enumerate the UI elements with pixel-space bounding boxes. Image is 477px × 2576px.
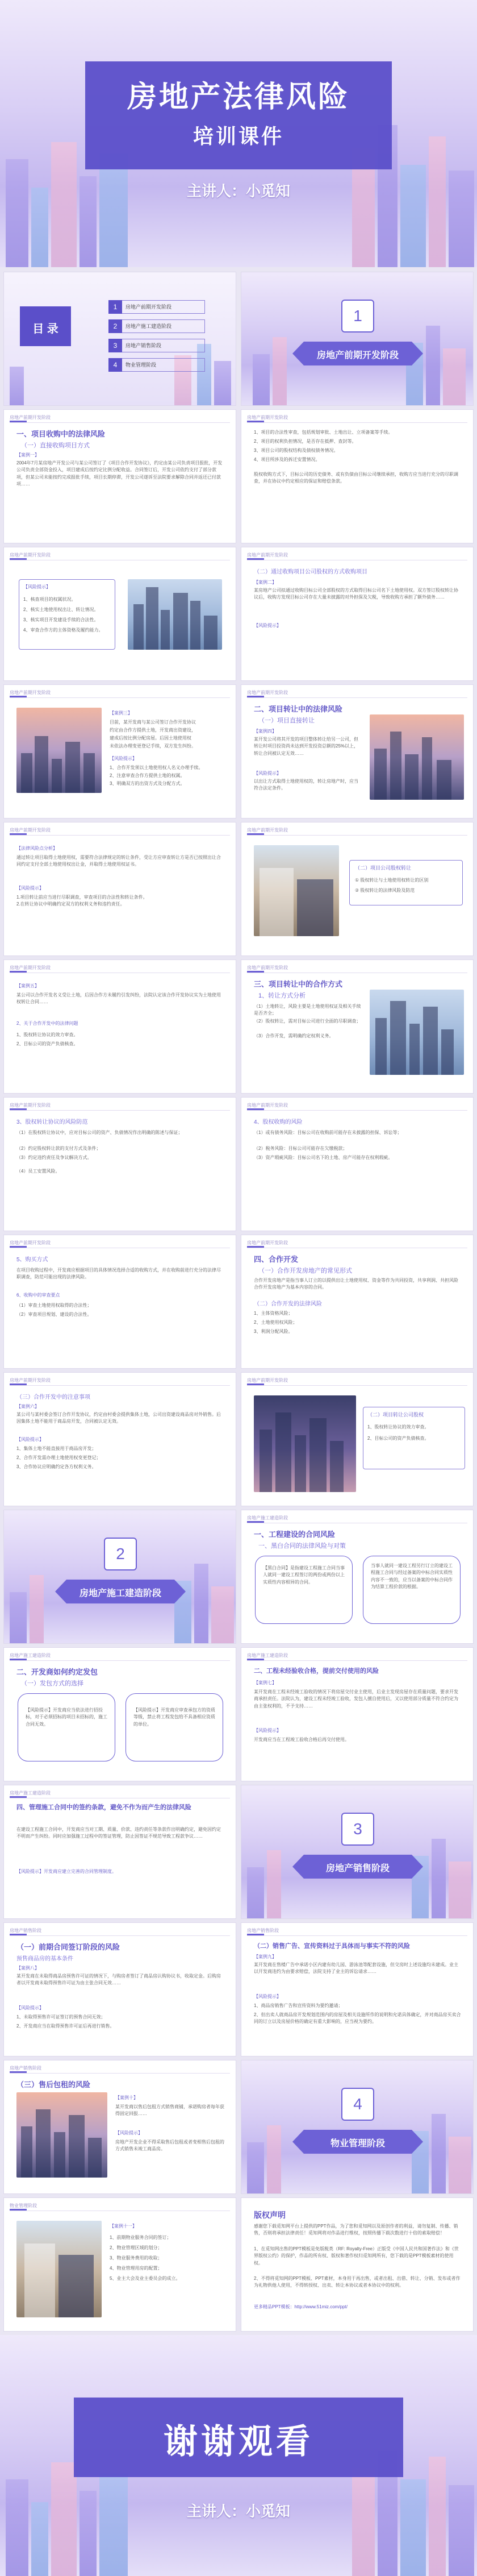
- case-label: 【案例十】: [115, 2095, 138, 2100]
- list-item: （3）合作开发，需明确约定权利义务。: [254, 1033, 334, 1038]
- slide-header: 房地产施工建造阶段: [10, 1653, 51, 1658]
- slide-header: 房地产施工建造阶段: [247, 1515, 288, 1520]
- building-photo: [254, 845, 339, 936]
- risk-item: 1、集体土地不能直接用于商品房开发；: [16, 1446, 97, 1451]
- list-item: 3、项目公司的股权结构及债权债务情况。: [254, 448, 338, 453]
- risk-item: 1、商品房销售广告和宣传资料为要约邀请；: [254, 2003, 343, 2008]
- list-item: （1）在股权转让协议中，应对目标公司的资产、负债情况作出明确的陈述与保证；: [16, 1130, 183, 1135]
- subsection-heading: （一）发包方式的选择: [21, 1680, 83, 1687]
- case-text: 某开发公司将其开发的项目整体转让给另一公司，但转让时项目投资尚未达到开发投资总额的25%以上，转让合同被认定无效……: [254, 737, 359, 756]
- building-photo: [16, 2221, 102, 2317]
- content-slide: [241, 1510, 474, 1644]
- body-paragraph: 在建设工程施工合同中，开发商应当对工期、质量、价款、违约责任等条款作出明确约定，避免因约定不明而产生纠纷。同时应加强施工过程中的签证管理，防止因签证不规范导致工程款争议……: [16, 1827, 221, 1839]
- case-label: 【案例二】: [254, 580, 277, 585]
- case-label: 【案例八】: [16, 1966, 39, 1971]
- list-item: 2、项目的权利负担情况，是否存在抵押、查封等。: [254, 439, 357, 444]
- list-item: 5、业主大会及业主委员会的成立。: [110, 2276, 181, 2281]
- end-title: 谢谢观看: [164, 2423, 313, 2461]
- section-title: 物业管理阶段: [330, 2139, 385, 2149]
- content-slide: [3, 409, 236, 543]
- subsection-heading: （一）直接收购项目方式: [21, 442, 90, 449]
- list-item: （1）审查土地使用权取得的合法性；: [16, 1303, 92, 1308]
- case-label: 【案例六】: [16, 1404, 39, 1409]
- risk-item: 3、明确双方的出资方式及分配方式。: [110, 781, 185, 786]
- copyright-slide: [241, 2197, 474, 2332]
- risk-item: 1、未取得预售许可证签订的预售合同无效；: [16, 2014, 106, 2020]
- list-item: （1）或有债务风险：目标公司在收购前可能存在未披露的担保、诉讼等；: [254, 1130, 402, 1135]
- bubble-text: 【黑白合同】是指建设工程施工合同当事人就同一建设工程签订的两份或两份以上实质性内容相异的合同。: [263, 1565, 345, 1585]
- cover-subtitle: 培训课件: [193, 124, 284, 148]
- section-title: 房地产施工建造阶段: [79, 1589, 161, 1598]
- content-slide: [3, 1372, 236, 1506]
- risk-label: 【风险提示】: [16, 2005, 44, 2010]
- note-text: （4）员工安置风险。: [16, 1169, 60, 1174]
- cover-title: 房地产法律风险: [127, 81, 350, 114]
- risk-text: 开发商应当在工程竣工验收合格后再交付使用。: [254, 1737, 349, 1742]
- toc-slide: [3, 272, 236, 406]
- toc-item-text: 物业管理阶段: [122, 358, 205, 372]
- slide-header: 房地产前期开发阶段: [10, 690, 51, 695]
- content-slide: [3, 2060, 236, 2194]
- body-paragraph: 合作开发房地产是指当事人订立的以提供出让土地使用权、资金等作为共同投资，共享利润、共担风险合作开发房地产为基本内容的合同。: [254, 1278, 458, 1290]
- case-line: 目前，某开发商与某公司签订合作开发协议: [110, 720, 196, 725]
- risk-item: 3、核实项目开发建设手续的合法性。: [23, 617, 99, 622]
- section-heading: （三）售后包租的风险: [16, 2080, 91, 2089]
- section-heading: 四、合作开发: [254, 1255, 299, 1264]
- list-item: 1、前期物业服务合同的签订；: [110, 2235, 171, 2240]
- content-slide: [3, 1647, 236, 1781]
- risk-item: 2、开发商应当在取得预售许可证后再进行销售。: [16, 2024, 115, 2029]
- case-text: 某开发商在工程未经竣工验收的情况下将房屋交付业主使用，后业主发现房屋存在质量问题，要求开发商承担责任。法院认为，建设工程未经竣工验收，发包人擅自使用后，又以使用部分质量不符合约定为由主张权利的，不予支持……: [254, 1689, 458, 1709]
- content-slide: [241, 1097, 474, 1231]
- slide-header: 房地产前期开发阶段: [10, 1240, 51, 1245]
- slide-header: 房地产前期开发阶段: [247, 552, 288, 558]
- list-item: （3）资产瑕疵风险：目标公司名下的土地、房产可能存在权利瑕疵。: [254, 1155, 393, 1160]
- slide-header: 房地产前期开发阶段: [247, 828, 288, 833]
- slide-header: 房地产施工建造阶段: [10, 1790, 51, 1796]
- box-item: 1、股权转让协议的效力审查。: [367, 1424, 429, 1430]
- case-label: 【案例三】: [110, 711, 132, 716]
- toc-items: [108, 297, 205, 375]
- risk-item: 2、但出卖人就商品房开发规划范围内的房屋及相关设施所作的说明和允诺具体确定，并对商品房买卖合同的订立以及房屋价格的确定有重大影响的，应当视为要约。: [254, 2012, 461, 2025]
- case-text: 某开发商在售楼广告中承诺小区内建有幼儿园、游泳池等配套设施，但交房时上述设施均未建成。业主以开发商违约为由要求赔偿，法院支持了业主的诉讼请求……: [254, 1962, 458, 1975]
- city-photo: [370, 990, 464, 1075]
- list-item: （2）股权转让，需对目标公司进行全面的尽职调查；: [254, 1019, 361, 1024]
- list-item: 2、物业管理区域的划分；: [110, 2245, 162, 2250]
- risk-label: 【风险提示】: [254, 623, 281, 628]
- end-presenter: 主讲人：小觅知: [186, 2503, 290, 2520]
- toc-item-num: 2: [108, 319, 122, 333]
- section-heading: 四、管理施工合同中的签约条款，避免不作为而产生的法律风险: [16, 1804, 191, 1811]
- section-heading: 二、项目转让中的法律风险: [254, 705, 343, 713]
- content-slide: [241, 959, 474, 1094]
- risk-item: 3、合作协议应明确约定各方权利义务。: [16, 1464, 97, 1469]
- template-link[interactable]: 更多精品PPT模板：http://www.51miz.com/ppt/: [254, 2304, 348, 2309]
- slide-header: 房地产前期开发阶段: [10, 828, 51, 833]
- risk-item: 4、审查合作方的主体资格及履约能力。: [23, 628, 103, 633]
- city-photo: [16, 708, 102, 793]
- content-slide: [3, 547, 236, 681]
- slide-header: 房地产销售阶段: [10, 1928, 41, 1933]
- subsection-heading: （一）项目直接转让: [258, 717, 315, 724]
- risk-label: 【风险提示】: [115, 2130, 143, 2135]
- box-title: （二）项目公司股权转让: [355, 865, 412, 871]
- slide-header: 房地产销售阶段: [10, 2066, 41, 2071]
- content-slide: [241, 547, 474, 681]
- copyright-title: 版权声明: [254, 2211, 286, 2220]
- case-text: 某开发商在未取得商品房预售许可证的情况下，与购房者签订了商品房认购协议书，收取定金。后购房者以开发商未取得预售许可证为由主张合同无效……: [16, 1973, 221, 1986]
- note-text: 2、关于合作开发中的法律问题: [16, 1021, 78, 1026]
- section-heading: 一、项目收购中的法律风险: [16, 430, 106, 438]
- city-photo: [254, 1395, 356, 1492]
- bubble-text: 当事人就同一建设工程另行订立的建设工程施工合同与经过备案的中标合同实质性内容不一致的，应当以备案的中标合同作为结算工程价款的根据。: [371, 1563, 453, 1590]
- slide-header: 房地产施工建造阶段: [247, 1653, 288, 1658]
- box-item: ① 股权转让与土地使用权转让的区别: [355, 878, 429, 883]
- list-item: 6、收购中的审查要点: [16, 1293, 60, 1298]
- box-item: 2、目标公司的资产负债核查。: [367, 1436, 429, 1441]
- risk-text: 股权收购方式下，目标公司的历史债务、或有负债由目标公司继续承担，收购方应当进行充分的尽职调查，并在协议中约定相应的保证和赔偿条款。: [254, 472, 458, 484]
- slide-header: 物业管理阶段: [10, 2203, 37, 2208]
- bubble-text: 【风险提示】开发商应当依法进行招投标，对于必须招标的项目未招标的，施工合同无效。: [26, 1707, 107, 1727]
- list-item: 4、项目所涉及的拆迁安置情况。: [254, 457, 320, 462]
- case-label: 【案例七】: [254, 1680, 277, 1685]
- case-line: 建成后按比例分配房屋。后因土地使用权: [110, 736, 191, 741]
- risk-label: 【风险提示】: [23, 584, 51, 589]
- case-label: 【法律风险点分析】: [16, 846, 57, 851]
- list-item: （2）审查项目规划、建设的合法性。: [16, 1312, 92, 1317]
- section-2-slide: [3, 1510, 236, 1644]
- risk-label: 【风险提示】: [16, 886, 44, 891]
- subsection-heading: （一）合作开发房地产的常见形式: [258, 1268, 352, 1274]
- content-slide: [3, 1097, 236, 1231]
- case-line: 约定由合作方提供土地，开发商出资建设，: [110, 728, 196, 733]
- toc-label: 目 录: [32, 323, 58, 335]
- content-slide: [241, 1372, 474, 1506]
- case-text: 2004年7月某房地产开发公司与某公司签订了《项目合作开发协议》，约定由某公司负责项目报批，开发公司负责全部资金投入，项目建成后按约定比例分配收益。合同签订后，开发公司依约支付了部分款项，但某公司未能按约完成报批手续，项目长期停滞，开发公司遂诉至法院要求解除合同并返还已付款项……: [16, 460, 223, 487]
- section-number: 3: [341, 1813, 374, 1846]
- cover-slide: [0, 0, 477, 267]
- slide-header: 房地产前期开发阶段: [10, 552, 51, 558]
- content-slide: [241, 684, 474, 818]
- risk-label: 【风险提示】: [16, 1437, 44, 1442]
- slide-header: 房地产前期开发阶段: [10, 1378, 51, 1383]
- case-text: 某房地产公司拟通过收购目标公司全部股权的方式取得目标公司名下土地使用权。双方签订股权转让协议后，收购方发现目标公司存在大量未披露的对外担保及欠税，导致收购方承担了额外债务……: [254, 588, 458, 600]
- copyright-text: 感谢您下载觅知网平台上提供的PPT作品，为了您和觅知网以及原创作者的利益，请勿复制、传播、销售，否则将承担法律责任！觅知网将对作品进行维权，按照传播下载次数进行十倍的索取赔偿！: [254, 2224, 458, 2236]
- slide-header: 房地产销售阶段: [247, 1928, 279, 1933]
- case-label: 【案例九】: [254, 1954, 277, 1959]
- risk-label: 【风险提示】: [254, 1994, 281, 1999]
- list-item: 3、利润分配风险。: [254, 1329, 293, 1334]
- list-item: 1、股权转让协议的效力审查。: [16, 1032, 78, 1037]
- risk-label: 【风险提示】: [110, 756, 137, 761]
- body-paragraph: 在项目收购过程中，开发商应根据项目的具体情况选择合适的收购方式，并在收购前进行充分的法律尽职调查，防范可能出现的法律风险。: [16, 1268, 221, 1280]
- subsection-heading: （三）合作开发中的注意事项: [16, 1394, 90, 1401]
- risk-item: 1、合作开发须以土地使用权人名义办理手续。: [110, 765, 203, 770]
- section-number: 1: [341, 300, 374, 333]
- list-item: 3、物业服务费用的收取；: [110, 2255, 162, 2261]
- case-text: 通过转让项目取得土地使用权，需要符合法律规定的转让条件，受让方应审查转让方是否已按照出让合同约定支付全部土地使用权出让金，并取得土地使用权证书。: [16, 855, 221, 867]
- toc-item[interactable]: [108, 317, 205, 336]
- risk-text: 1.项目转让前应当进行尽职调查，审查项目的合法性和转让条件。 2.在转让协议中明确约定双方的权利义务和违约责任。: [16, 895, 148, 907]
- risk-text: 以出让方式取得土地使用权的，转让房地产时，应当符合法定条件。: [254, 779, 358, 791]
- toc-item-num: 4: [108, 358, 122, 372]
- content-slide: [241, 1647, 474, 1781]
- toc-item-num: 3: [108, 339, 122, 352]
- content-slide: [241, 409, 474, 543]
- city-photo: [16, 2092, 107, 2178]
- toc-item-text: 房地产施工建造阶段: [122, 319, 205, 333]
- slide-header: 房地产前期开发阶段: [247, 1378, 288, 1383]
- toc-item-num: 1: [108, 300, 122, 314]
- toc-item-text: 房地产前期开发阶段: [122, 300, 205, 314]
- case-label: 【案例五】: [16, 983, 39, 988]
- section-heading: （一）前期合同签订阶段的风险: [16, 1943, 120, 1951]
- section-heading: 二、工程未经验收合格，提前交付使用的风险: [254, 1668, 379, 1675]
- copyright-item: 1、在觅知网出售的PPT模板是免版税类（RF: Royalty-Free）正版受《中国人民共和国著作法》和《世界版权公约》的保护，作品的所有权、版权和著作权归觅知网所有，您下载的是PPT模板素材的使用权。: [254, 2246, 459, 2266]
- case-text: 某公司与某村委会签订合作开发协议，约定由村委会提供集体土地，公司出资建设商品房对外销售。后因集体土地不能用于商品房开发，合同被认定无效。: [16, 1412, 221, 1424]
- list-item: 1、主体资格风险；: [254, 1311, 293, 1316]
- slide-header: 房地产前期开发阶段: [247, 1103, 288, 1108]
- section-4-slide: [241, 2060, 474, 2194]
- content-slide: [3, 1785, 236, 1919]
- case-label: 【案例一】: [16, 452, 39, 458]
- subsection-heading: （二）合作开发的法律风险: [254, 1301, 322, 1307]
- slide-header: 房地产前期开发阶段: [10, 965, 51, 970]
- content-slide: [3, 684, 236, 818]
- section-heading: （二）销售广告、宣传资料过于具体而与事实不符的风险: [254, 1943, 410, 1950]
- list-item: 2、目标公司的资产负债核查。: [16, 1041, 78, 1046]
- end-slide: [0, 2335, 477, 2576]
- case-text: 某开发商以售后包租方式销售商铺，承诺购房者每年获得固定回报……: [115, 2104, 224, 2117]
- list-item: （2）约定股权转让款的支付方式及条件；: [16, 1146, 101, 1151]
- slide-header: 房地产前期开发阶段: [247, 690, 288, 695]
- section-heading: 二、开发商如何约定发包: [16, 1668, 98, 1676]
- list-item: （1）土地转让，风险主要是土地使用权证及相关手续是否齐全；: [254, 1004, 361, 1016]
- section-number: 2: [104, 1538, 137, 1570]
- toc-item[interactable]: [108, 336, 205, 355]
- section-1-slide: [241, 272, 474, 406]
- list-item: 2、土地使用权风险；: [254, 1320, 298, 1325]
- content-slide: [241, 822, 474, 956]
- risk-label: 【风险提示】: [254, 771, 281, 776]
- content-slide: [3, 822, 236, 956]
- bubble-text: 【风险提示】开发商应审查承包方的资质等级，禁止将工程发包给不具备相应资质的单位。: [133, 1707, 215, 1727]
- list-item: （2）税务风险：目标公司可能存在欠缴税款；: [254, 1146, 348, 1151]
- subsection-heading: （二）通过收购项目公司股权的方式收购项目: [254, 569, 367, 575]
- subsection-heading: 5、购买方式: [16, 1257, 48, 1263]
- section-3-slide: [241, 1785, 474, 1919]
- slide-header: 房地产前期开发阶段: [10, 415, 51, 420]
- list-item: 1、项目的合法性审查，包括规划审批、土地出让、立项备案等手续。: [254, 430, 393, 435]
- list-item: （3）约定违约责任及争议解决方式。: [16, 1155, 92, 1160]
- box-title: （二）项目转让公司股权: [367, 1412, 424, 1418]
- risk-item: 2、核实土地使用权出让、转让情况。: [23, 607, 99, 612]
- slide-header: 房地产前期开发阶段: [247, 415, 288, 420]
- risk-item: 1、核查项目的权属状况。: [23, 597, 76, 602]
- case-text: 某公司以合作开发名义受让土地，后因合作方未履约引发纠纷，法院认定该合作开发协议实为土地使用权转让合同……: [16, 992, 221, 1005]
- slide-header: 房地产前期开发阶段: [247, 1240, 288, 1245]
- subsection-heading: 1、转让方式分析: [258, 992, 306, 999]
- content-slide: [3, 959, 236, 1094]
- subsection-heading: 4、股权收购的风险: [254, 1119, 303, 1125]
- section-title: 房地产销售阶段: [325, 1864, 390, 1873]
- content-slide: [241, 1922, 474, 2056]
- subsection-heading: 预售商品房的基本条件: [16, 1956, 73, 1962]
- subsection-heading: 一、黑白合同的法律风险与对策: [258, 1543, 346, 1549]
- section-heading: 三、项目转让中的合作方式: [254, 980, 343, 988]
- risk-item: 2、注意审查合作方提供土地的权属。: [110, 773, 185, 778]
- note-text: 【风险提示】开发商应建立完善的合同管理制度。: [16, 1869, 116, 1874]
- city-photo: [370, 714, 464, 800]
- content-slide: [241, 1235, 474, 1369]
- case-label: 【案例四】: [254, 729, 277, 734]
- risk-text: 房地产开发企业不得采取售后包租或者变相售后包租的方式销售未竣工商品房。: [115, 2139, 224, 2152]
- list-item: 4、物业管理用房的配置；: [110, 2266, 162, 2271]
- content-slide: [3, 2197, 236, 2332]
- content-slide: [3, 1235, 236, 1369]
- slide-header: 房地产前期开发阶段: [10, 1103, 51, 1108]
- subsection-heading: 3、股权转让协议的风险防范: [16, 1119, 88, 1125]
- risk-label: 【风险提示】: [254, 1728, 281, 1733]
- slide-header: 房地产前期开发阶段: [247, 965, 288, 970]
- risk-item: 2、合作开发需办理土地使用权变更登记；: [16, 1455, 101, 1460]
- toc-item[interactable]: [108, 297, 205, 317]
- cover-presenter: 主讲人：小觅知: [186, 182, 290, 200]
- section-title: 房地产前期开发阶段: [316, 351, 399, 360]
- section-heading: 一、工程建设的合同风险: [254, 1530, 336, 1539]
- case-line: 未依法办理变更登记手续，双方发生纠纷。: [110, 743, 196, 749]
- toc-item[interactable]: [108, 355, 205, 375]
- content-slide: [3, 1922, 236, 2056]
- box-item: ② 股权转让的法律风险及防范: [355, 888, 415, 893]
- case-label: 【案例十一】: [110, 2224, 137, 2229]
- city-photo: [128, 579, 222, 650]
- section-number: 4: [341, 2088, 374, 2121]
- toc-item-text: 房地产销售阶段: [122, 339, 205, 352]
- copyright-item: 2、不得将觅知网的PPT模板、PPT素材，本身用于再出售，或者出租、出借、转让、分销、发布或者作为礼物供他人使用，不得转授权、出卖、转让本协议或者本协议中的权利。: [254, 2276, 461, 2288]
